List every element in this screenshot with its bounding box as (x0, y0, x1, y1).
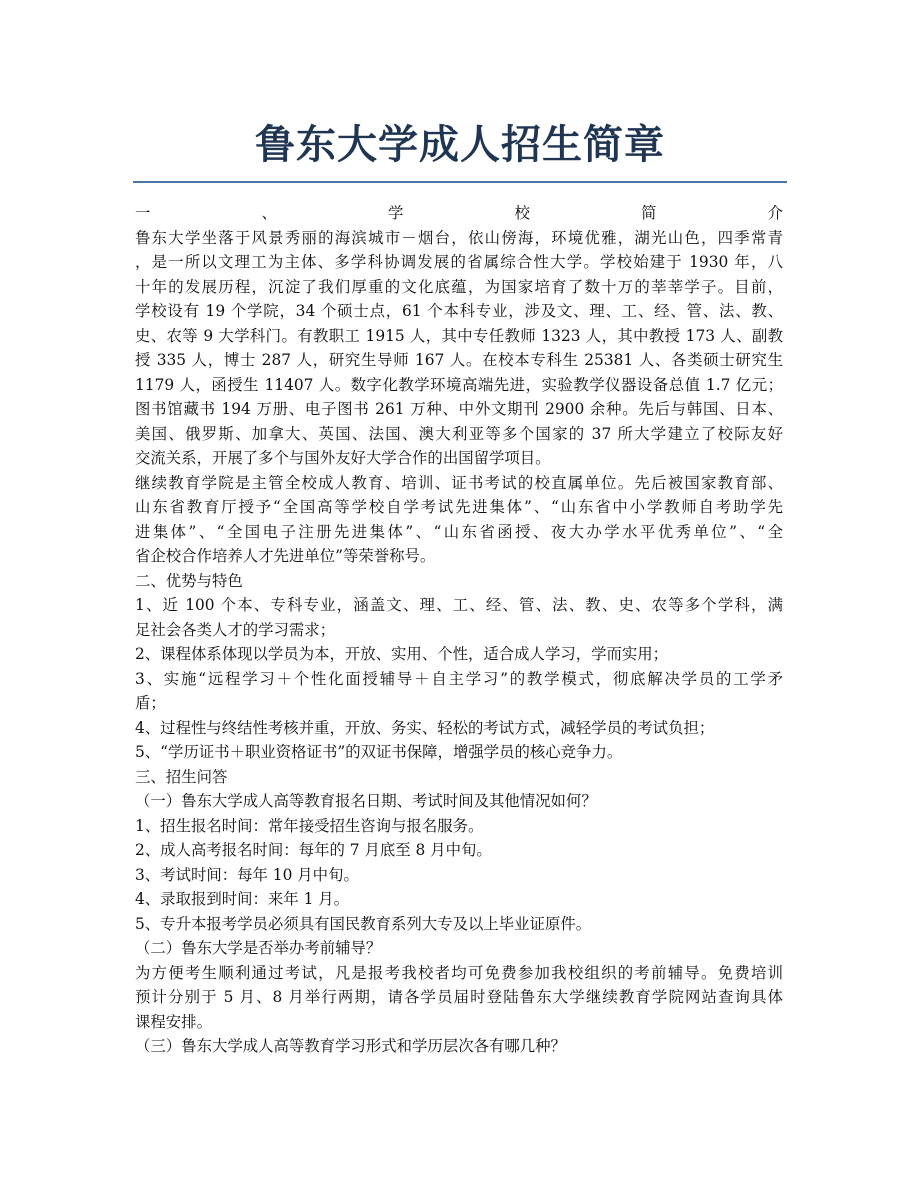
list-item: 5、“学历证书＋职业资格证书”的双证书保障，增强学员的核心竞争力。 (135, 743, 623, 761)
text-line: 1179 人，函授生 11407 人。数字化教学环境高端先进，实验教学仪器设备总值 1.7 亿元； (135, 375, 783, 394)
page-title: 鲁东大学成人招生简章 (255, 122, 665, 168)
list-item: 1、招生报名时间：常年接受招生咨询与报名服务。 (135, 816, 484, 835)
text-line: 山东省教育厅授予“全国高等学校自学考试先进集体”、“山东省中小学教师自考助学先 (135, 498, 783, 516)
list-item: 2、成人高考报名时间：每年的 7 月底至 8 月中旬。 (135, 841, 492, 859)
title-divider (133, 181, 787, 183)
text-line: ，是一所以文理工为主体、多学科协调发展的省属综合性大学。学校始建于 1930 年，八 (135, 253, 783, 271)
section-heading: 三、招生问答 (135, 767, 228, 786)
text-line: 为方便考生顺利通过考试，凡是报考我校者均可免费参加我校组织的考前辅导。免费培训 (135, 963, 783, 982)
section-heading: 一、学校简介 (135, 204, 783, 222)
list-item: 5、专升本报考学员必须具有国民教育系列大专及以上毕业证原件。 (135, 914, 592, 933)
text-line: 学校设有 19 个学院，34 个硕士点，61 个本科专业，涉及文、理、工、经、管、法、教、 (135, 302, 783, 320)
list-item: 3、考试时间：每年 10 月中旬。 (135, 865, 359, 884)
text-line: 十年的发展历程，沉淀了我们厚重的文化底蕴，为国家培育了数十万的莘莘学子。目前， (135, 277, 783, 296)
list-item: 4、过程性与终结性考核并重，开放、务实、轻松的考试方式，减轻学员的考试负担； (135, 718, 715, 737)
text-line: 鲁东大学坐落于风景秀丽的海滨城市－烟台，依山傍海，环境优雅，湖光山色，四季常青 (135, 228, 783, 247)
list-item-continuation: 足社会各类人才的学习需求； (135, 620, 336, 639)
text-line: 省企校合作培养人才先进单位”等荣誉称号。 (135, 547, 436, 565)
text-line: 课程安排。 (135, 1012, 212, 1031)
document-body (135, 201, 783, 1059)
list-item: 4、录取报到时间：来年 1 月。 (135, 890, 350, 908)
question-heading: （一）鲁东大学成人高等教育报名日期、考试时间及其他情况如何？ (135, 792, 597, 810)
text-line: 交流关系，开展了多个与国外友好大学合作的出国留学项目。 (135, 449, 551, 467)
text-line: 授 335 人，博士 287 人，研究生导师 167 人。在校本专科生 25381 人、各类硕士研究生 (135, 351, 783, 369)
question-heading: （二）鲁东大学是否举办考前辅导？ (135, 939, 382, 957)
list-item-continuation: 盾； (135, 694, 166, 712)
text-line: 进集体”、“全国电子注册先进集体”、“山东省函授、夜大办学水平优秀单位”、“全 (135, 522, 783, 541)
text-line: 继续教育学院是主管全校成人教育、培训、证书考试的校直属单位。先后被国家教育部、 (135, 473, 783, 492)
text-line: 预计分别于 5 月、8 月举行两期，请各学员届时登陆鲁东大学继续教育学院网站查询具体 (135, 988, 783, 1006)
text-line: 史、农等 9 大学科门。有教职工 1915 人，其中专任教师 1323 人，其中教授 173 人、副教 (135, 326, 783, 345)
list-item: 2、课程体系体现以学员为本，开放、实用、个性，适合成人学习，学而实用； (135, 645, 669, 663)
list-item: 1、近 100 个本、专科专业，涵盖文、理、工、经、管、法、教、史、农等多个学科，满 (135, 596, 783, 614)
question-heading: （三）鲁东大学成人高等教育学习形式和学历层次各有哪几种？ (135, 1037, 566, 1055)
list-item: 3、实施“远程学习＋个性化面授辅导＋自主学习”的教学模式，彻底解决学员的工学矛 (135, 669, 783, 688)
section-heading: 二、优势与特色 (135, 571, 243, 590)
text-line: 图书馆藏书 194 万册、电子图书 261 万种、中外文期刊 2900 余种。先后与韩国、日本、 (135, 400, 783, 418)
text-line: 美国、俄罗斯、加拿大、英国、法国、澳大利亚等多个国家的 37 所大学建立了校际友好 (135, 424, 783, 443)
